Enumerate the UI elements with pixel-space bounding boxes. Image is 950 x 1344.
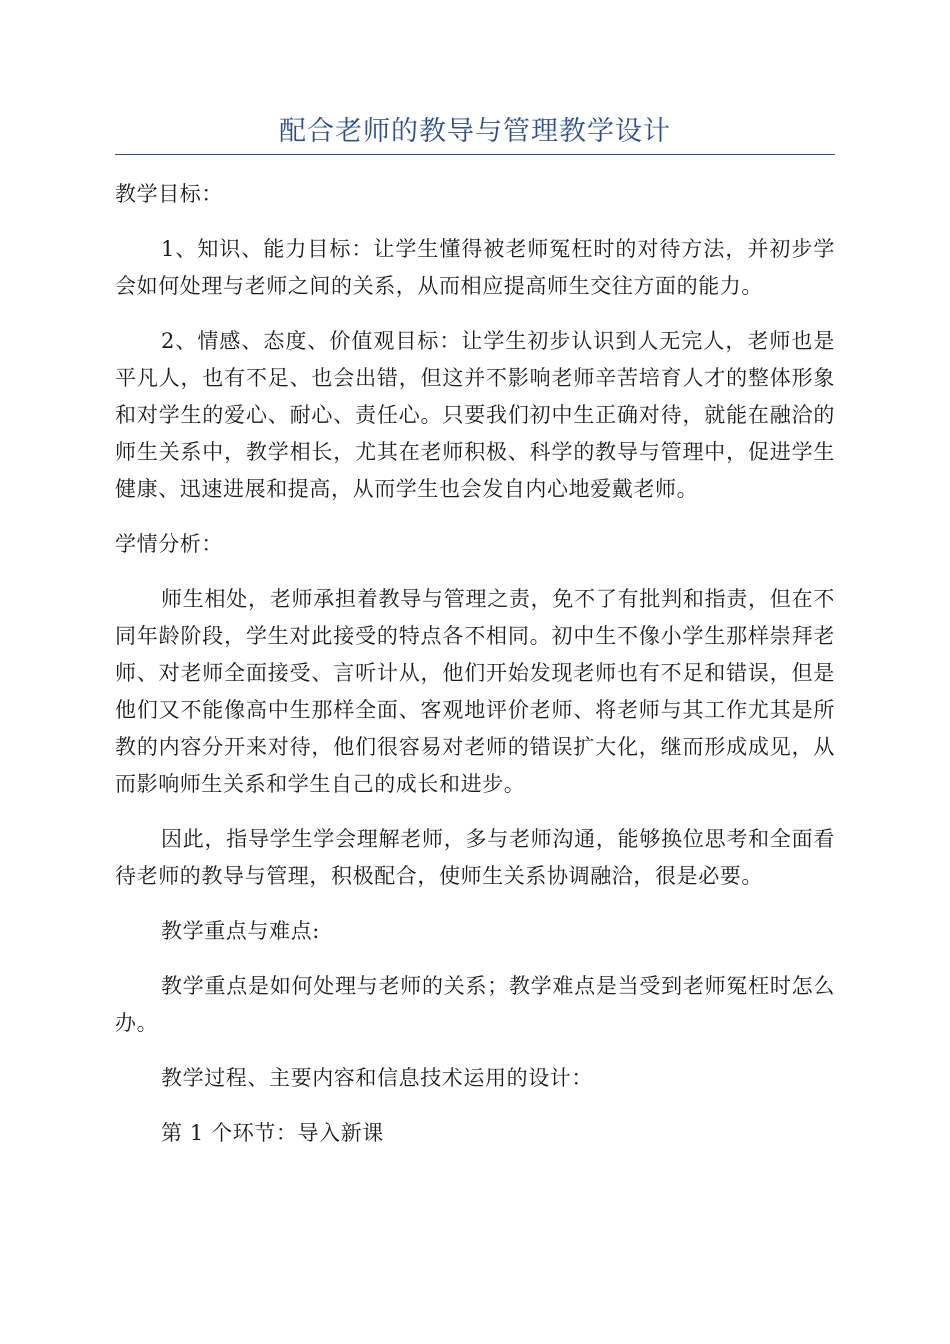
section-heading-step-1: 第 1 个环节：导入新课: [161, 1121, 384, 1145]
section-heading-objectives: 教学目标：: [115, 182, 223, 206]
section-heading-analysis: 学情分析：: [115, 532, 223, 556]
paragraph-knowledge-goal: 1、知识、能力目标：让学生懂得被老师冤枉时的对待方法，并初步学会如何处理与老师之间的关系，从而相应提高师生交往方面的能力。: [115, 237, 835, 298]
paragraph-key-points: 教学重点是如何处理与老师的关系；教学难点是当受到老师冤枉时怎么办。: [115, 974, 835, 1035]
paragraph-conclusion: 因此，指导学生学会理解老师，多与老师沟通，能够换位思考和全面看待老师的教导与管理，积极配合，使师生关系协调融洽，很是必要。: [115, 827, 835, 888]
paragraph-analysis: 师生相处，老师承担着教导与管理之责，免不了有批判和指责，但在不同年龄阶段，学生对此接受的特点各不相同。初中生不像小学生那样崇拜老师、对老师全面接受、言听计从，他们开始发现老师也有不足和错误，但是他们又不能像高中生那样全面、客观地评价老师、将老师与其工作尤其是所教的内容分开来对待，他们很容易对老师的错误扩大化，继而形成成见，从而影响师生关系和学生自己的成长和进步。: [115, 587, 835, 796]
title-underline: [115, 154, 835, 155]
document-body: [115, 176, 835, 1152]
document-title: 配合老师的教导与管理教学设计: [279, 116, 671, 147]
paragraph-emotion-goal: 2、情感、态度、价值观目标：让学生初步认识到人无完人，老师也是平凡人，也有不足、也会出错，但这并不影响老师辛苦培育人才的整体形象和对学生的爱心、耐心、责任心。只要我们初中生正确对待，就能在融洽的师生关系中，教学相长，尤其在老师积极、科学的教导与管理中，促进学生健康、迅速进展和提高，从而学生也会发自内心地爱戴老师。: [115, 329, 835, 501]
section-heading-process: 教学过程、主要内容和信息技术运用的设计：: [161, 1066, 593, 1090]
section-heading-key-points: 教学重点与难点:: [161, 919, 320, 943]
